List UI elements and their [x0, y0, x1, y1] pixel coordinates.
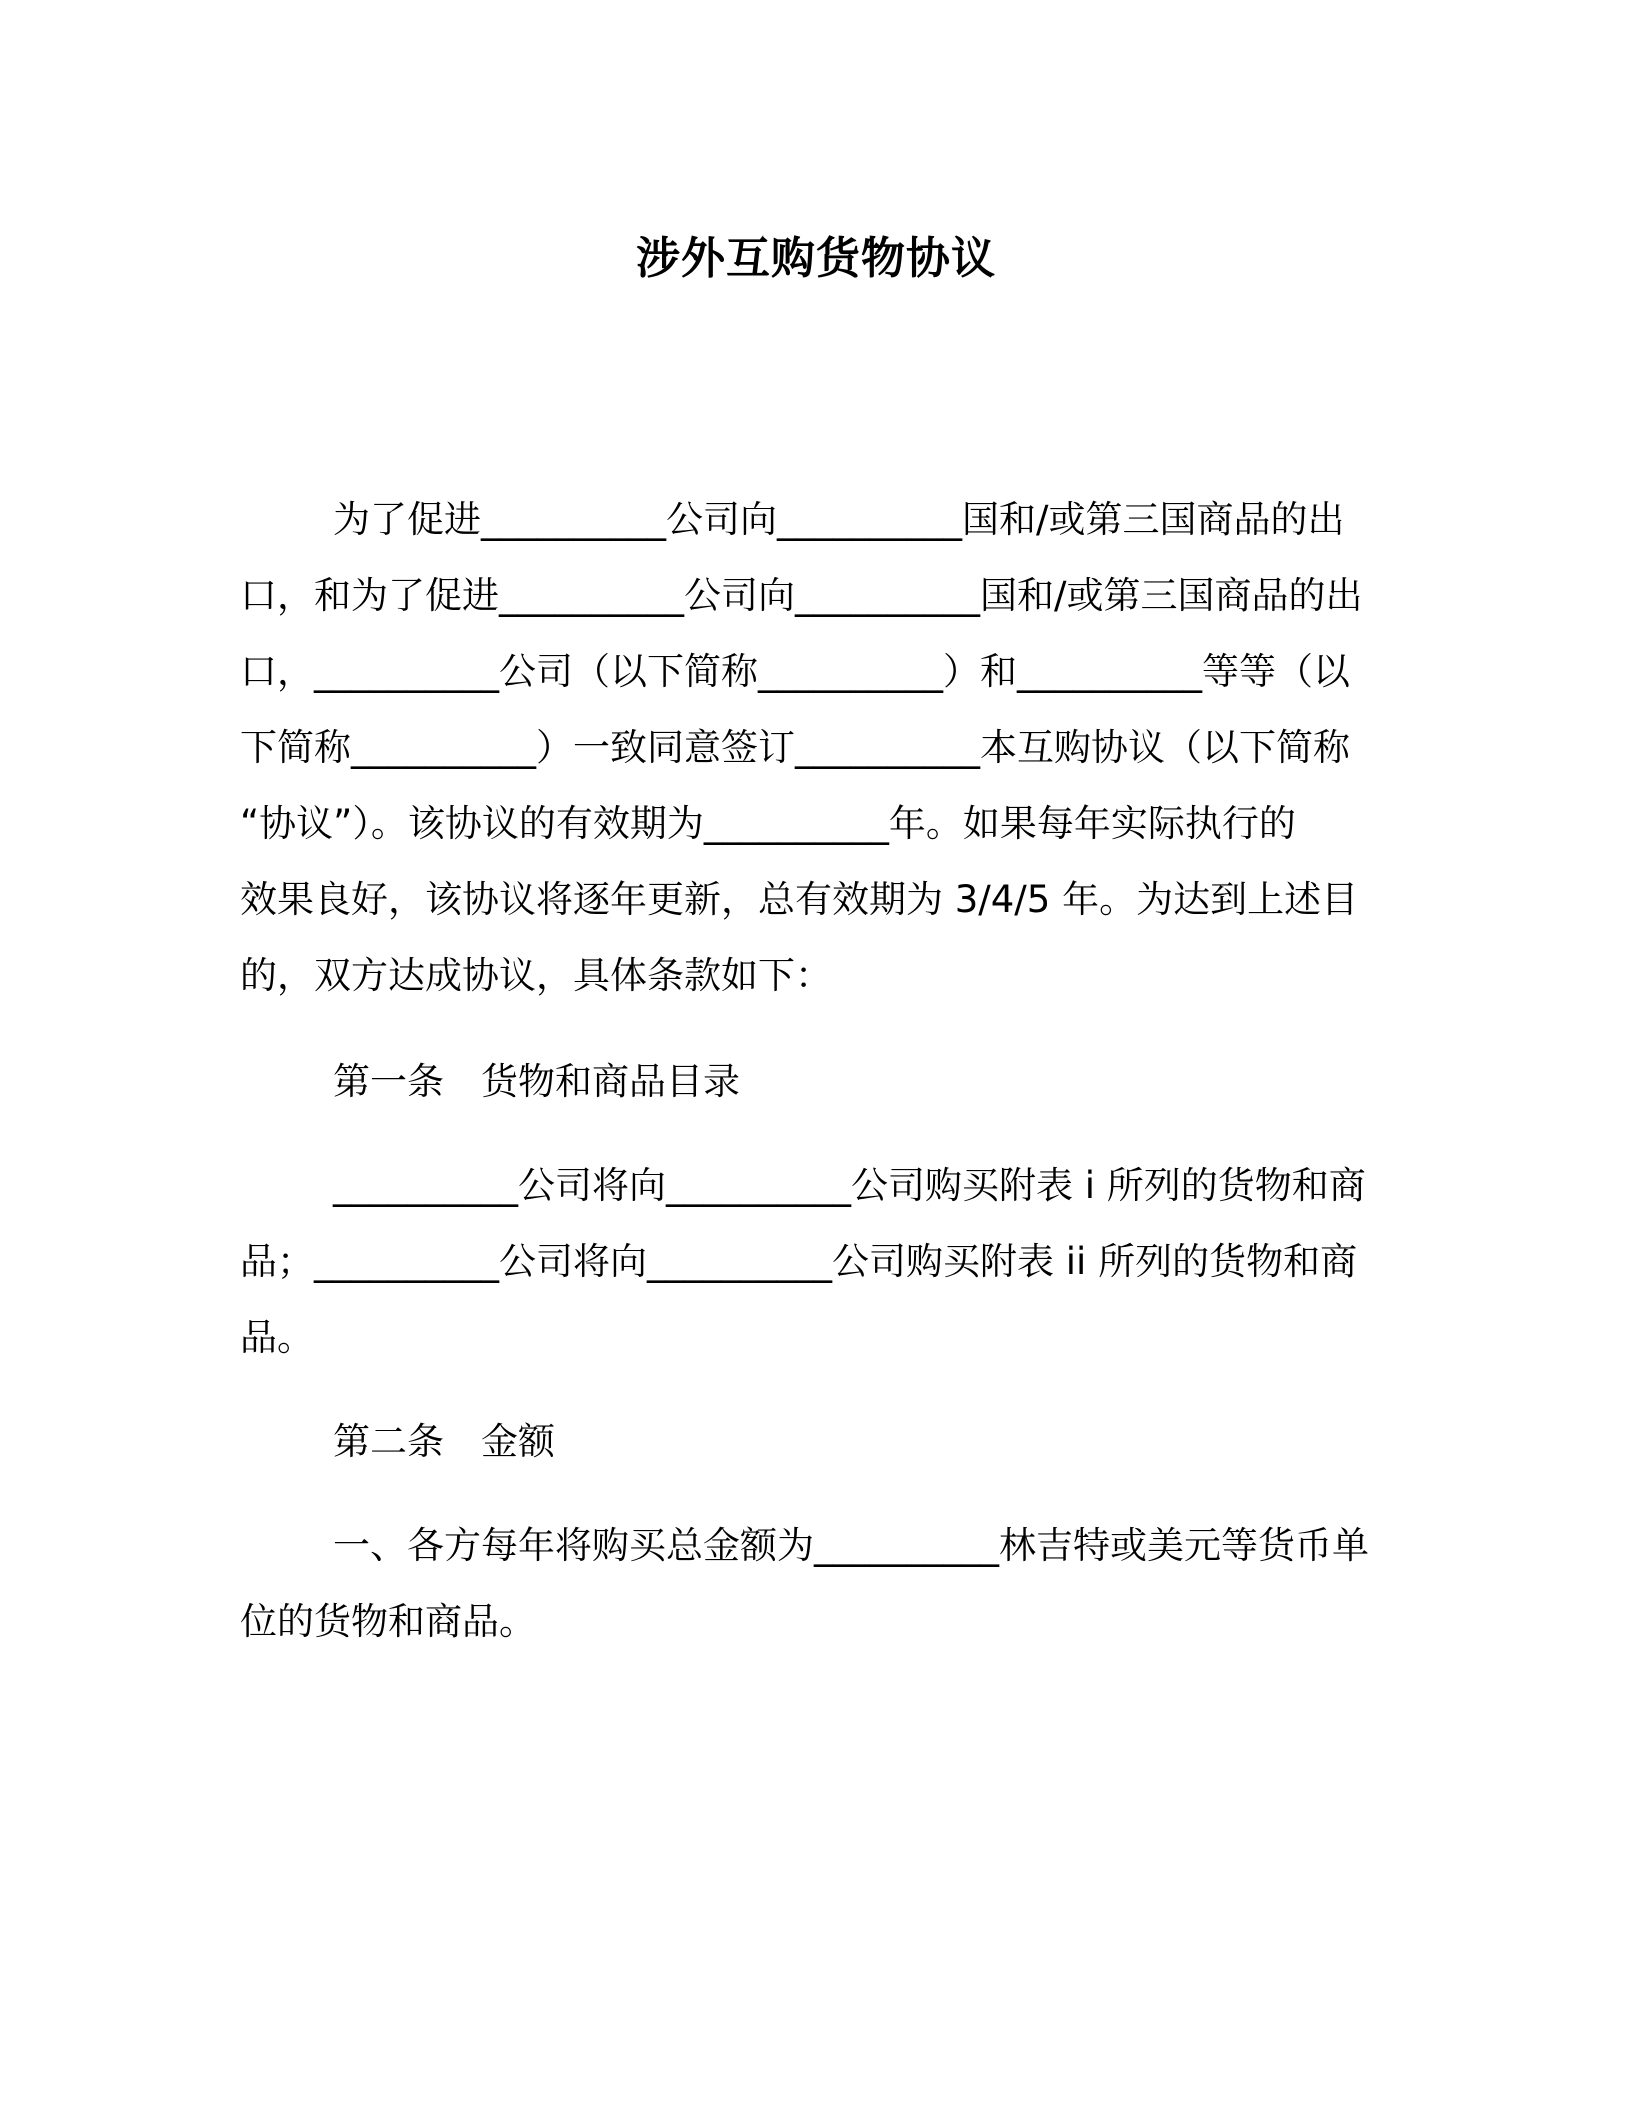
- preamble-line: 为了促进__________公司向__________国和/或第三国商品的出: [333, 498, 1345, 541]
- preamble-line: 口，__________公司（以下简称__________）和__________等等（以: [240, 650, 1350, 693]
- article-2-line: 位的货物和商品。: [240, 1600, 536, 1643]
- preamble-line: “协议”）。该协议的有效期为__________年。如果每年实际执行的: [240, 802, 1296, 845]
- preamble-line: 下简称__________）一致同意签订__________本互购协议（以下简称: [240, 726, 1350, 769]
- preamble-line: 的，双方达成协议，具体条款如下：: [240, 954, 832, 997]
- article-2-line: 一、各方每年将购买总金额为__________林吉特或美元等货币单: [333, 1524, 1369, 1567]
- document-title: 涉外互购货物协议: [636, 233, 996, 284]
- article-1-line: 品。: [240, 1316, 314, 1359]
- preamble-line: 效果良好，该协议将逐年更新，总有效期为 3/4/5 年。为达到上述目: [240, 878, 1359, 921]
- article-2-heading: 第二条 金额: [333, 1420, 555, 1463]
- preamble-line: 口，和为了促进__________公司向__________国和/或第三国商品的出: [240, 574, 1363, 617]
- article-1-line: __________公司将向__________公司购买附表 i 所列的货物和商: [333, 1164, 1366, 1207]
- article-1-heading: 第一条 货物和商品目录: [333, 1060, 740, 1103]
- article-1-line: 品；__________公司将向__________公司购买附表 ii 所列的货物和商: [240, 1240, 1358, 1283]
